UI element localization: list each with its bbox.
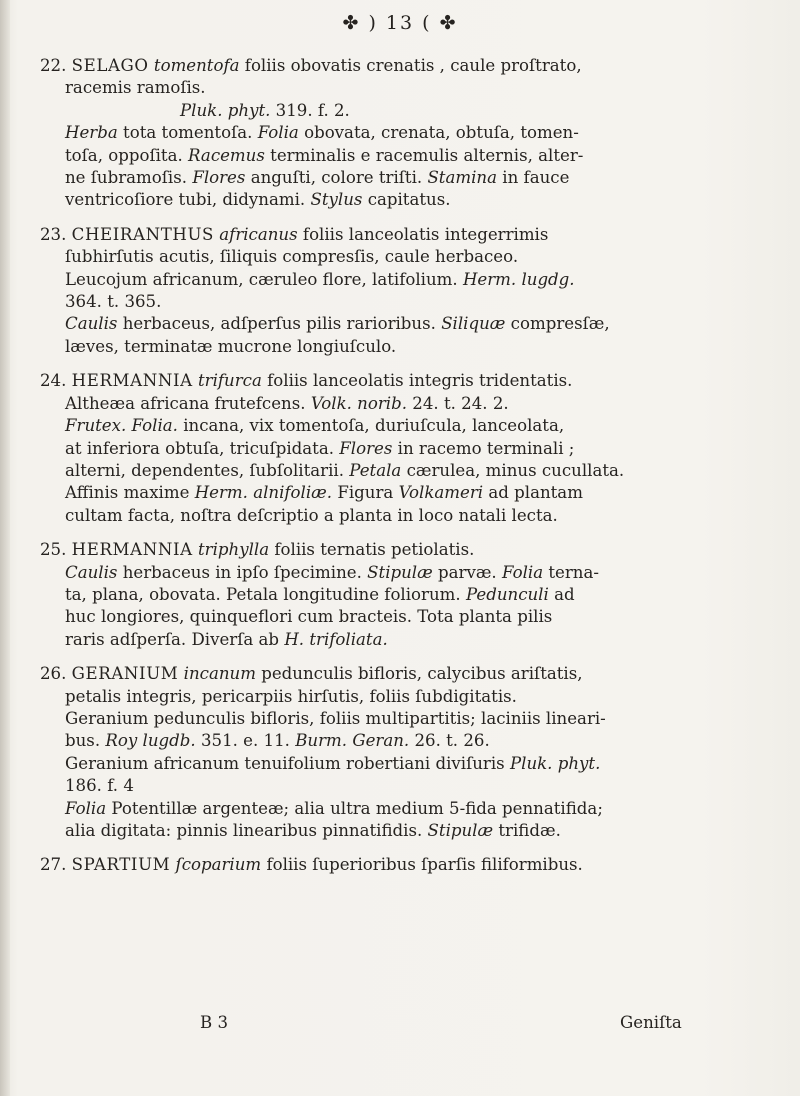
- genus-name: SELAGO: [71, 56, 149, 75]
- text-line: [40, 629, 775, 651]
- text-line: [40, 753, 775, 775]
- text-line: 186. f. 4: [65, 776, 134, 796]
- genus-name: HERMANNIA: [71, 371, 193, 391]
- entry-heading: [40, 55, 775, 77]
- entry-number: 24.: [40, 371, 67, 391]
- term: Folia: [257, 123, 299, 143]
- entry-number: 23.: [40, 224, 67, 244]
- citation-ref: 319. f. 2.: [275, 100, 350, 120]
- text-run: herbaceus, adſperſus pilis rarioribus.: [122, 314, 436, 334]
- species-epithet: triphylla: [197, 540, 270, 560]
- text-run: Geranium africanum tenuifolium robertiani diviſuris: [65, 753, 505, 773]
- term: Stylus: [310, 190, 363, 210]
- citation-line: [40, 100, 775, 122]
- text-run: Leucojum africanum, cæruleo flore, latifolium.: [65, 269, 458, 289]
- entry-number: 27.: [40, 855, 67, 875]
- entry-heading: [40, 224, 775, 246]
- text-run: in fauce: [502, 168, 570, 188]
- citation: Roy lugdb.: [105, 731, 196, 751]
- diagnosis-text: pedunculis bifloris, calycibus ariſtatis,: [261, 664, 583, 684]
- entry-25-hermannia: [40, 539, 775, 651]
- text-line: [40, 393, 775, 415]
- text-run: Figura: [337, 483, 394, 503]
- species-epithet: trifurca: [197, 371, 262, 391]
- text-run: 26. t. 26.: [414, 731, 490, 751]
- text-run: ne ſubramoſis.: [65, 168, 188, 188]
- text-run: obovata, crenata, obtuſa, tomen-: [304, 123, 579, 143]
- text-line: [40, 189, 775, 211]
- signature-mark: B 3: [200, 1013, 229, 1032]
- text-line: [40, 415, 775, 437]
- text-run: 351. e. 11.: [200, 731, 290, 751]
- text-run: parvæ.: [438, 562, 497, 582]
- entry-heading: [40, 539, 775, 561]
- genus-name: CHEIRANTHUS: [71, 224, 214, 244]
- text-run: Affinis maxime: [65, 483, 190, 503]
- term: Stipulæ: [427, 821, 494, 840]
- text-line: petalis integris, pericarpiis hirſutis, foliis ſubdigitatis.: [65, 686, 517, 706]
- entry-24-hermannia: [40, 370, 775, 527]
- diagnosis-text: foliis ſuperioribus ſparſis filiformibus.: [266, 855, 583, 875]
- text-run: anguſti, colore triſti.: [250, 168, 423, 188]
- term: Folia: [65, 798, 107, 818]
- text-line: [40, 584, 775, 606]
- text-run: capitatus.: [367, 190, 451, 210]
- text-run: trifidæ.: [498, 821, 561, 840]
- citation: Pluk. phyt.: [509, 753, 601, 773]
- term: Folia: [501, 562, 544, 582]
- text-line: racemis ramoſis.: [65, 78, 206, 98]
- species-epithet: africanus: [219, 224, 298, 244]
- text-line: læves, terminatæ mucrone longiuſculo.: [65, 336, 397, 356]
- text-run: terna-: [548, 562, 599, 582]
- text-line: [40, 482, 775, 504]
- term: Flores: [192, 168, 246, 188]
- text-run: Potentillæ argenteæ; alia ultra medium 5-fida pennatifida;: [111, 798, 603, 818]
- citation: Herm. lugdg.: [462, 269, 575, 289]
- catchword: Geniſta: [620, 1013, 682, 1032]
- text-line: [40, 145, 775, 167]
- page-edge-shadow: [0, 0, 10, 1096]
- citation: H. trifoliata.: [284, 629, 388, 649]
- text-run: ventricoſiore tubi, didynami.: [65, 190, 306, 210]
- diagnosis-text: foliis ternatis petiolatis.: [274, 540, 475, 560]
- diagnosis-text: foliis lanceolatis integris tridentatis.: [267, 371, 573, 391]
- text-line: [40, 820, 775, 842]
- entry-number: 26.: [40, 664, 67, 684]
- text-run: incana, vix tomentoſa, duriuſcula, lanceolata,: [183, 416, 565, 436]
- genus-name: HERMANNIA: [71, 540, 193, 560]
- text-run: ad: [554, 584, 575, 604]
- text-line: Geranium pedunculis bifloris, foliis multipartitis; laciniis lineari-: [65, 708, 606, 728]
- text-run: 24. t. 24. 2.: [412, 393, 509, 413]
- entry-22-selago: [40, 55, 775, 212]
- text-run: raris adſperſa. Diverſa ab: [65, 629, 280, 649]
- text-run: in racemo terminali ;: [397, 438, 575, 458]
- text-run: alia digitata: pinnis linearibus pinnatifidis.: [65, 821, 423, 840]
- diagnosis-text: foliis obovatis crenatis , caule proſtrato,: [244, 56, 582, 75]
- species-epithet: ſcoparium: [175, 855, 262, 875]
- term: Racemus: [188, 145, 265, 165]
- term: Herba: [65, 123, 118, 143]
- text-run: terminalis e racemulis alternis, alter-: [270, 145, 584, 165]
- text-line: ſubhirſutis acutis, ſiliquis compresſis, caule herbaceo.: [65, 247, 519, 267]
- text-run: herbaceus in ipſo ſpecimine.: [122, 562, 362, 582]
- term: Stipulæ: [367, 562, 433, 582]
- text-run: cærulea, minus cucullata.: [406, 460, 625, 480]
- text-line: huc longiores, quinqueflori cum bracteis. Tota planta pilis: [65, 607, 553, 627]
- text-run: ad plantam: [488, 483, 583, 503]
- term: Folia.: [131, 416, 178, 436]
- text-run: tota tomentoſa.: [123, 123, 253, 143]
- term: Petala: [349, 460, 402, 480]
- text-line: [40, 269, 775, 291]
- text-run: Altheæa africana frutefcens.: [65, 393, 306, 413]
- citation: Herm. alnifoliæ.: [194, 483, 333, 503]
- entry-heading: [40, 370, 775, 392]
- genus-name: GERANIUM: [71, 664, 179, 684]
- text-line: [40, 730, 775, 752]
- entry-number: 25.: [40, 540, 67, 560]
- term: Siliquæ: [441, 314, 506, 334]
- text-line: cultam facta, noſtra deſcriptio a planta in loco natali lecta.: [65, 505, 558, 525]
- term: Stamina: [427, 168, 497, 188]
- text-line: [40, 798, 775, 820]
- citation: Volkameri: [398, 483, 484, 503]
- text-line: [40, 562, 775, 584]
- body-text: [40, 55, 775, 889]
- text-line: [40, 167, 775, 189]
- citation: Volk. norib.: [310, 393, 407, 413]
- diagnosis-text: foliis lanceolatis integerrimis: [302, 224, 549, 244]
- text-run: at inferiora obtuſa, tricuſpidata.: [65, 438, 334, 458]
- text-run: toſa, oppoſita.: [65, 145, 183, 165]
- text-run: alterni, dependentes, ſubſolitarii.: [65, 460, 344, 480]
- citation: Burm. Geran.: [295, 731, 410, 751]
- text-run: ta, plana, obovata. Petala longitudine foliorum.: [65, 584, 461, 604]
- running-head: ✤ ) 13 ( ✤: [342, 12, 458, 34]
- entry-23-cheiranthus: [40, 224, 775, 358]
- term: Flores: [339, 438, 393, 458]
- genus-name: SPARTIUM: [71, 855, 171, 875]
- entry-heading: [40, 854, 775, 876]
- entry-26-geranium: [40, 663, 775, 842]
- citation: Pluk. phyt.: [180, 100, 271, 120]
- species-epithet: tomentofa: [153, 56, 240, 75]
- term: Caulis: [65, 314, 118, 334]
- text-run: compresſæ,: [510, 314, 610, 334]
- text-line: [40, 313, 775, 335]
- term: Caulis: [65, 562, 118, 582]
- text-line: [40, 122, 775, 144]
- term: Frutex.: [65, 416, 127, 436]
- text-line: [40, 438, 775, 460]
- entry-number: 22.: [40, 56, 67, 75]
- text-line: 364. t. 365.: [65, 292, 162, 312]
- species-epithet: incanum: [183, 664, 256, 684]
- term: Pedunculi: [465, 584, 549, 604]
- text-line: [40, 460, 775, 482]
- entry-heading: [40, 663, 775, 685]
- entry-27-spartium: [40, 854, 775, 876]
- text-run: bus.: [65, 731, 101, 751]
